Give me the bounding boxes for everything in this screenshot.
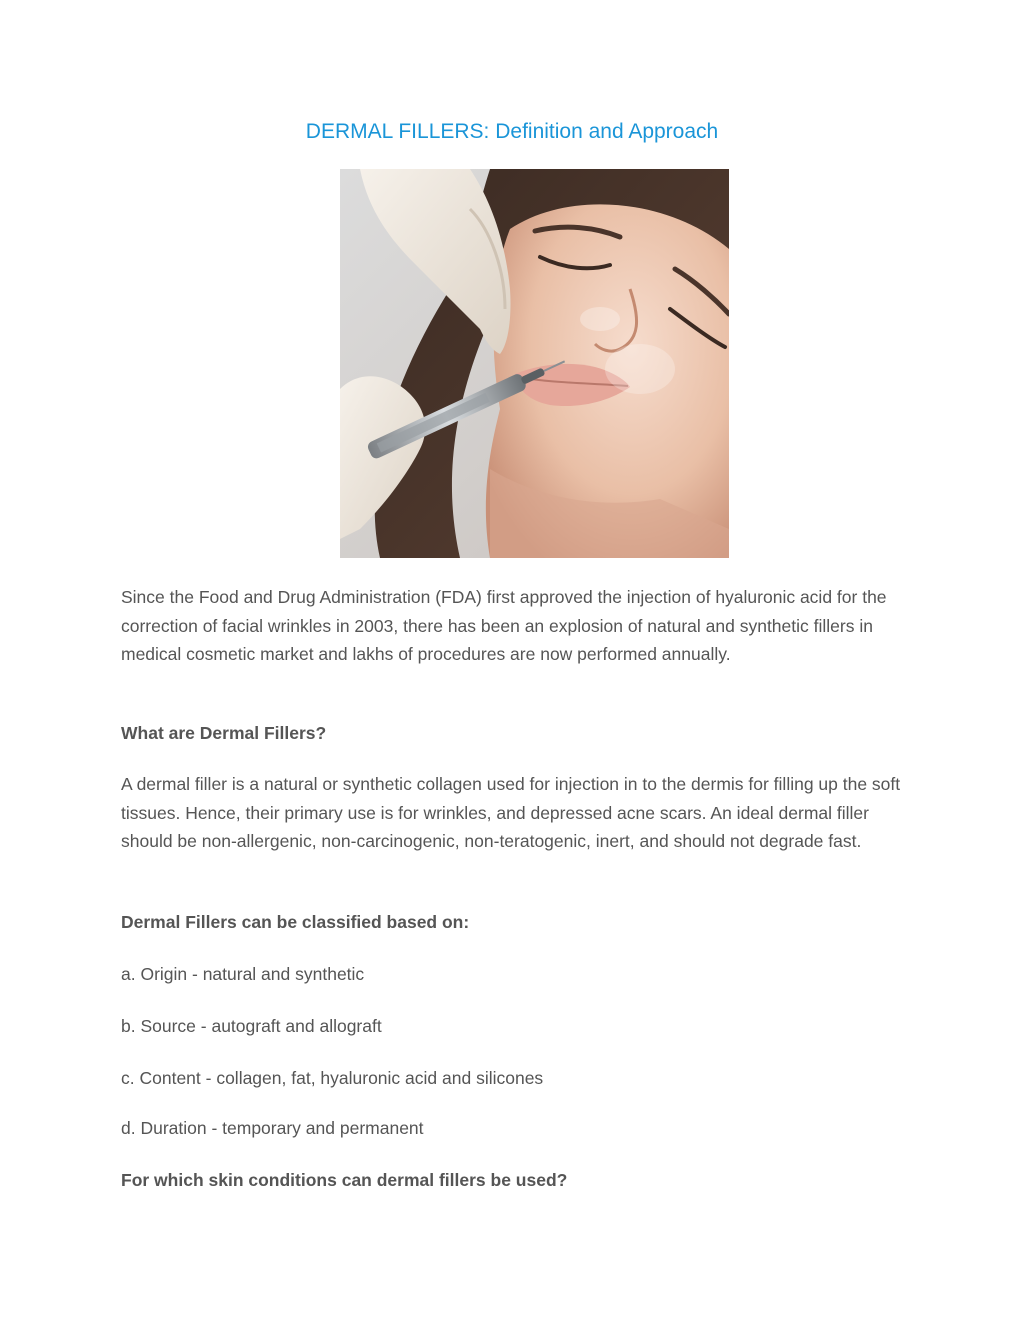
classification-item-origin: a. Origin - natural and synthetic <box>121 964 365 984</box>
section-heading-classification: Dermal Fillers can be classified based on: <box>121 912 470 932</box>
section-heading-what-are-dermal-fillers: What are Dermal Fillers? <box>121 723 327 743</box>
classification-item-source: b. Source - autograft and allograft <box>121 1016 382 1036</box>
page-title: DERMAL FILLERS: Definition and Approach <box>305 120 719 143</box>
section-heading-skin-conditions: For which skin conditions can dermal fillers be used? <box>121 1170 568 1190</box>
classification-item-content: c. Content - collagen, fat, hyaluronic acid and silicones <box>121 1068 544 1088</box>
intro-paragraph: Since the Food and Drug Administration (FDA) first approved the injection of hyaluronic acid for the correction of facial wrinkles in 2003, there has been an explosion of natural and synthetic fillers in medical cosmetic market and lakhs of procedures are now performed annually. <box>121 587 887 664</box>
definition-paragraph: A dermal filler is a natural or synthetic collagen used for injection in to the dermis for filling up the soft tissues. Hence, their primary use is for wrinkles, and depressed acne scars. An ideal dermal filler should be non-allergenic, non-carcinogenic, non-teratogenic, inert, and should not degrade fast. <box>121 774 901 851</box>
hero-photo-injection <box>340 169 729 558</box>
classification-item-duration: d. Duration - temporary and permanent <box>121 1118 424 1138</box>
